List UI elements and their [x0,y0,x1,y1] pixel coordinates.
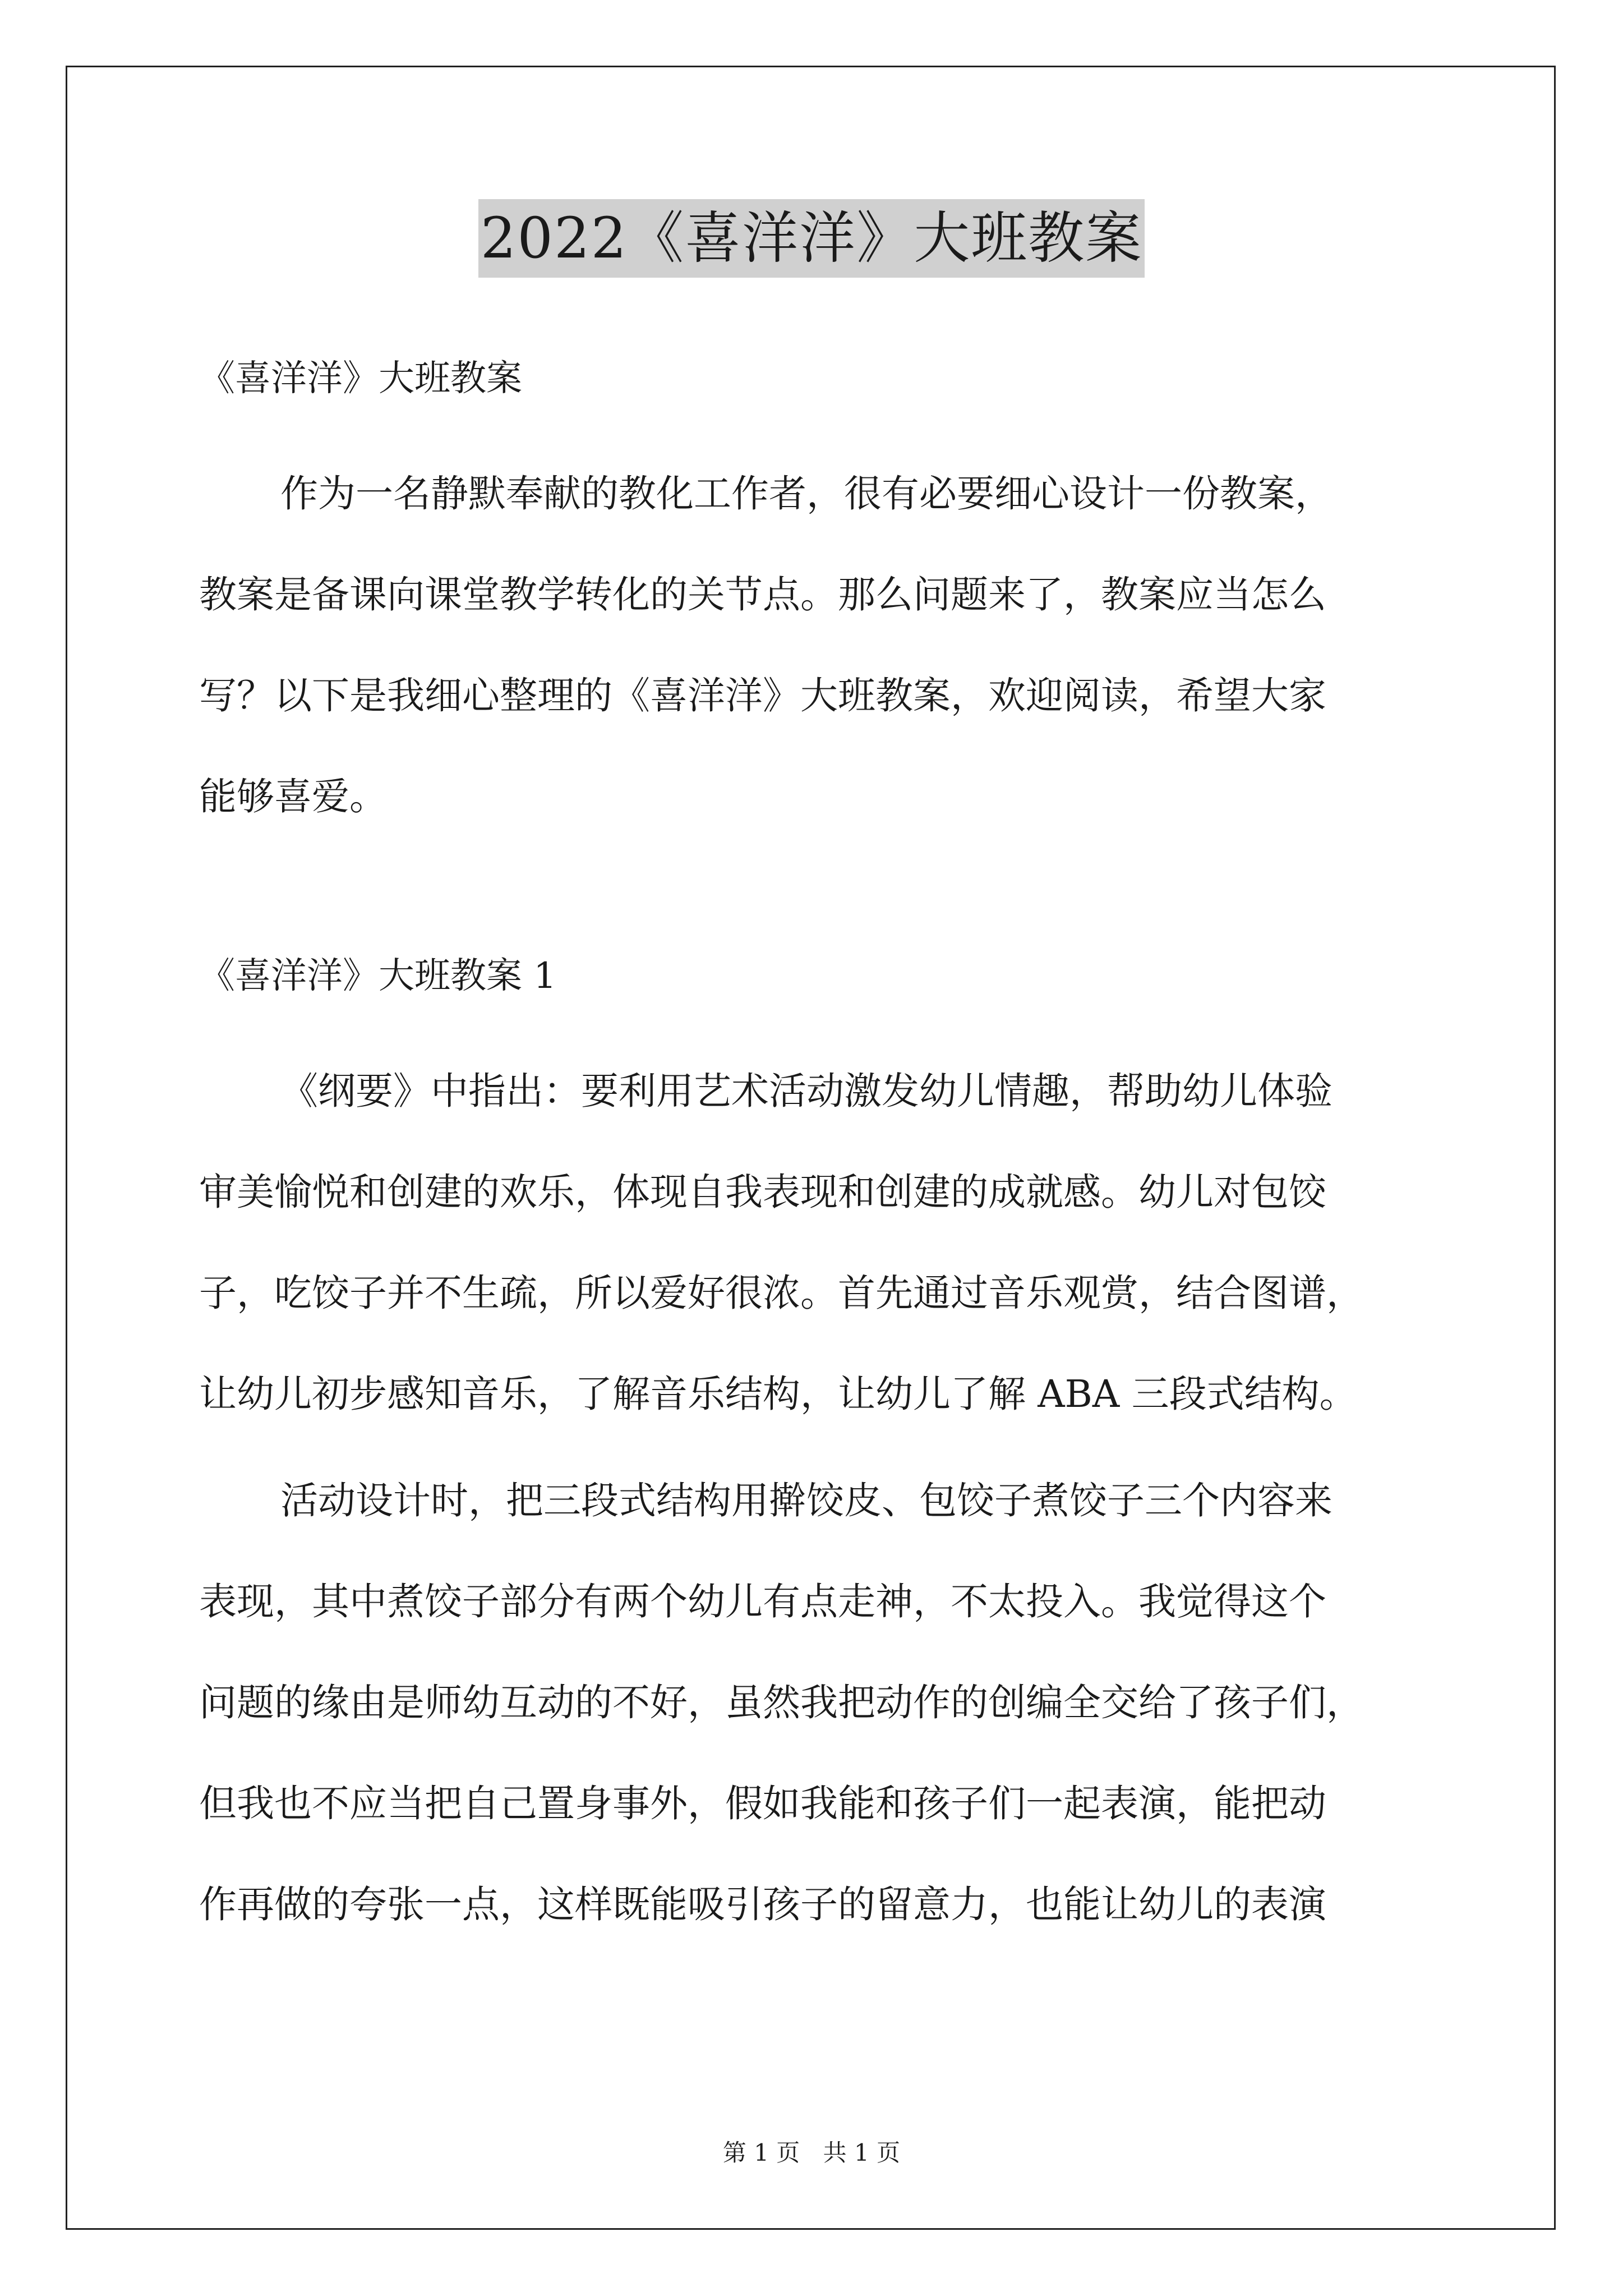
intro-line: 写？以下是我细心整理的《喜洋洋》大班教案，欢迎阅读，希望大家 [199,674,1326,717]
document-title: 2022《喜洋洋》大班教案 [478,199,1145,278]
section-heading: 《喜洋洋》大班教案 1 [199,955,557,997]
paragraph-line: 子，吃饺子并不生疏，所以爱好很浓。首先通过音乐观赏，结合图谱， [199,1271,1364,1315]
title-container [0,199,1623,278]
document-subtitle: 《喜洋洋》大班教案 [199,358,522,399]
intro-line: 能够喜爱。 [199,775,387,818]
page-footer [0,2136,1623,2170]
paragraph-line: 问题的缘由是师幼互动的不好，虽然我把动作的创编全交给了孩子们， [199,1681,1364,1724]
paragraph-line: 但我也不应当把自己置身事外，假如我能和孩子们一起表演，能把动 [199,1782,1326,1825]
paragraph-line: 表现，其中煮饺子部分有两个幼儿有点走神，不太投入。我觉得这个 [199,1580,1326,1623]
paragraph-line: 作再做的夸张一点，这样既能吸引孩子的留意力，也能让幼儿的表演 [199,1883,1326,1926]
paragraph-line: 让幼儿初步感知音乐，了解音乐结构，让幼儿了解 ABA 三段式结构。 [199,1372,1357,1416]
page-number: 第 1 页 [722,2139,800,2166]
paragraph-2 [199,1450,1450,1955]
intro-line: 作为一名静默奉献的教化工作者，很有必要细心设计一份教案， [280,472,1332,516]
intro-paragraph [199,443,1450,847]
paragraph-line: 活动设计时，把三段式结构用擀饺皮、包饺子煮饺子三个内容来 [280,1479,1332,1522]
paragraph-1 [199,1041,1450,1444]
page-total: 共 1 页 [823,2139,901,2166]
intro-line: 教案是备课向课堂教学转化的关节点。那么问题来了，教案应当怎么 [199,573,1326,616]
paragraph-line: 《纲要》中指出：要利用艺术活动激发幼儿情趣，帮助幼儿体验 [280,1069,1332,1113]
paragraph-line: 审美愉悦和创建的欢乐，体现自我表现和创建的成就感。幼儿对包饺 [199,1170,1326,1214]
